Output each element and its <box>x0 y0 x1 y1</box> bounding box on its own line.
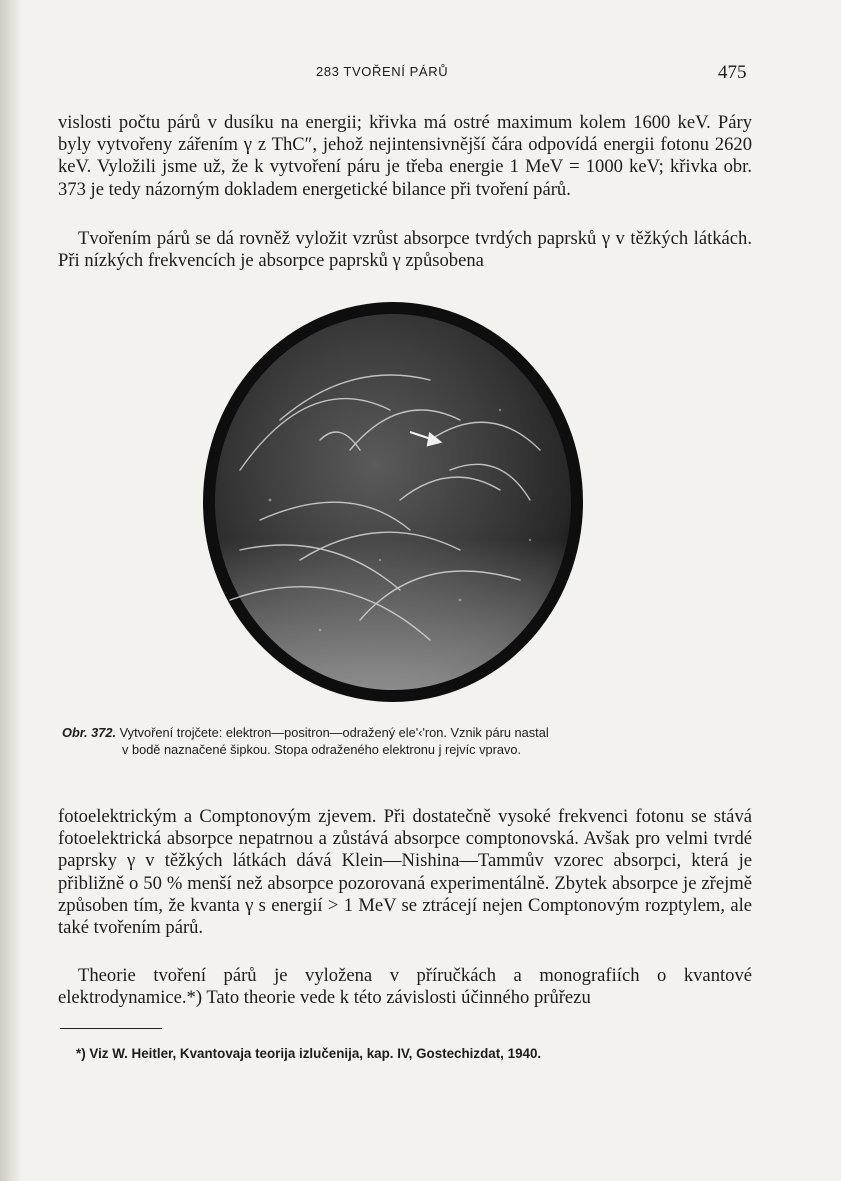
cloud-chamber-photo <box>200 300 586 705</box>
running-head: 283 TVOŘENÍ PÁRŮ <box>316 64 449 79</box>
paragraph-theory: Theorie tvoření párů je vyložena v příručkách a monografiích o kvantové elektrodynamice.*) Tato theorie vede k této závislosti účinného průřezu <box>58 965 752 1009</box>
footnote: *) Viz W. Heitler, Kvantovaja teorija izlučenija, kap. IV, Gostechizdat, 1940. <box>76 1046 542 1061</box>
page-binding-shadow <box>0 0 22 1181</box>
paragraph-absorption-detail: fotoelektrickým a Comptonovým zjevem. Při dostatečně vysoké frekvenci fotonu se stává fotoelektrická absorpce nepatrnou a zůstává absorpce comptonovská. Avšak pro velmi tvrdé paprsky γ v těžkých látkách dává Klein—Nishina—Tammův vzorec absorpci, která je přibližně o 50 % menší než absorpce pozorovaná experimentálně. Zbytek absorpce je zřejmě způsoben tím, že kvanta γ s energií > 1 MeV se ztrácejí nejen Comptonovým rozptylem, ale také tvořením párů. <box>58 806 752 939</box>
caption-line-1: Vytvoření trojčete: elektron—positron—odražený ele'‹'ron. Vznik páru nastal <box>119 725 549 740</box>
caption-label: Obr. 372. <box>62 725 117 740</box>
chamber-light-haze <box>215 314 571 690</box>
footnote-rule <box>60 1028 162 1029</box>
page-number: 475 <box>718 62 747 83</box>
page-header <box>0 62 841 86</box>
paragraph-absorption-intro: Tvořením párů se dá rovněž vyložit vzrůst absorpce tvrdých paprsků γ v těžkých látkách. Při nízkých frekvencích je absorpce paprsků γ způsobena <box>58 228 752 272</box>
figure-caption <box>62 724 752 758</box>
paragraph-pair-energy: vislosti počtu párů v dusíku na energii; křivka má ostré maximum kolem 1600 keV. Páry byly vytvořeny zářením γ z ThC″, jehož nejintensivnější čára odpovídá energii fotonu 2620 keV. Vyložili jsme už, že k vytvoření páru je třeba energie 1 MeV = 1000 keV; křivka obr. 373 je tedy názorným dokladem energetické bilance při tvoření párů. <box>58 112 752 200</box>
caption-line-2: v bodě naznačené šipkou. Stopa odraženého elektronu j rejvíc vpravo. <box>122 742 522 757</box>
